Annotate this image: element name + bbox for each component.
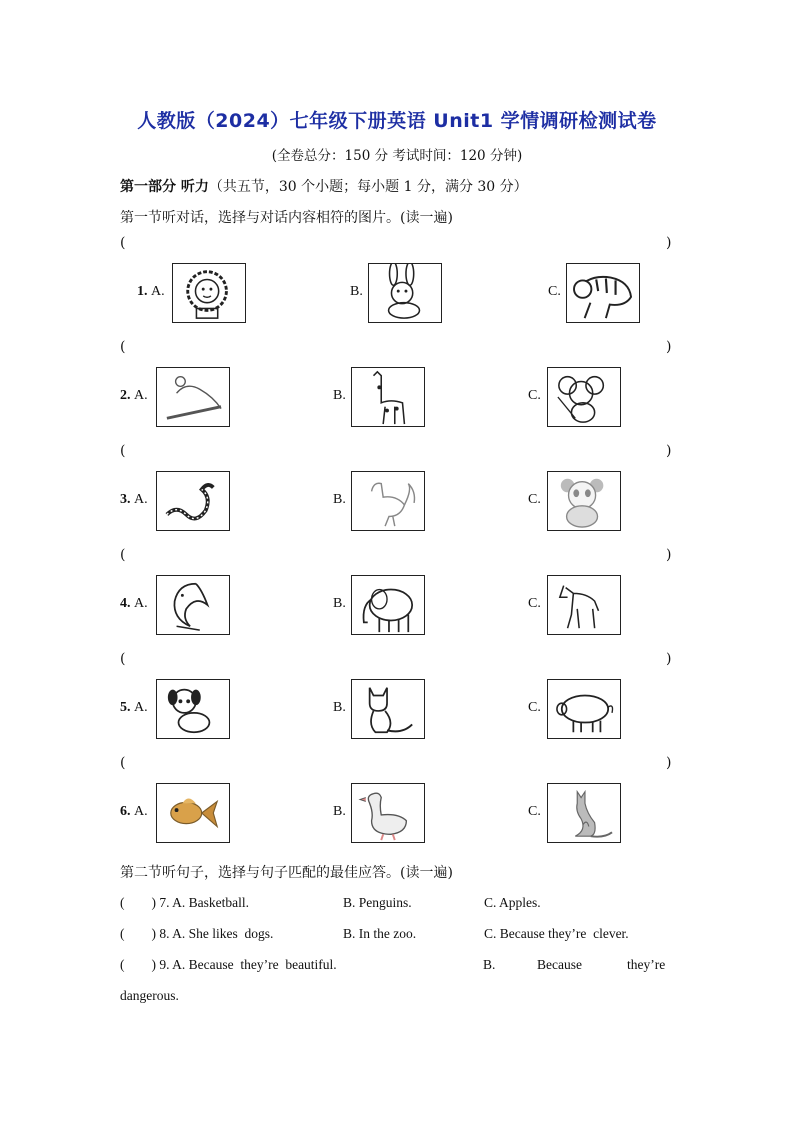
option-label: C. (548, 284, 561, 299)
option-label: B. (333, 804, 346, 819)
kangaroo-picture[interactable] (547, 783, 621, 843)
option-label (137, 284, 165, 300)
goose-icon (352, 784, 424, 842)
question-9-lead: ( ) 9. A. Because they’re beautiful. (120, 957, 337, 972)
answer-paren-open: ( (120, 547, 126, 563)
option-label: B. (333, 596, 346, 611)
option-letter: A. (134, 804, 148, 819)
rabbit-icon (369, 264, 441, 322)
option-label: C. (528, 700, 541, 715)
option-label: C. (528, 804, 541, 819)
giraffe-picture[interactable] (351, 367, 425, 427)
option-label (120, 388, 148, 404)
kangaroo-icon (548, 784, 620, 842)
question-9-option-b-label: B. (483, 957, 496, 972)
question-number: 1. (137, 284, 151, 299)
answer-paren-close: ) (666, 547, 672, 563)
question-number: 2. (120, 388, 134, 403)
question-number: 5. (120, 700, 134, 715)
option-letter: A. (134, 700, 148, 715)
option-label (120, 492, 148, 508)
pig-icon (548, 680, 620, 738)
goldfish-icon (157, 784, 229, 842)
answer-paren-open: ( (120, 339, 126, 355)
panda-picture[interactable] (547, 471, 621, 531)
option-label: B. (350, 284, 363, 299)
snake-picture[interactable] (156, 471, 230, 531)
option-label (120, 596, 148, 612)
koala-picture[interactable] (547, 367, 621, 427)
bird-icon (157, 368, 229, 426)
option-letter: A. (134, 388, 148, 403)
horse-icon (548, 576, 620, 634)
option-label: B. (333, 700, 346, 715)
dog-icon (157, 680, 229, 738)
horse-picture[interactable] (547, 575, 621, 635)
snake-icon (157, 472, 229, 530)
question-number: 6. (120, 804, 134, 819)
answer-paren-close: ) (666, 755, 672, 771)
question-number: 4. (120, 596, 134, 611)
answer-paren-open: ( (120, 651, 126, 667)
goose-picture[interactable] (351, 783, 425, 843)
part1-heading-bold: 第一部分 听力 (120, 179, 209, 195)
option-label: B. (333, 492, 346, 507)
answer-paren-close: ) (666, 235, 672, 251)
question-9 (120, 957, 337, 973)
question-8 (120, 926, 273, 942)
answer-paren-open: ( (120, 443, 126, 459)
question-7-option-b: B. Penguins. (343, 895, 412, 910)
dog-picture[interactable] (156, 679, 230, 739)
question-8-option-b: B. In the zoo. (343, 926, 417, 941)
koala-icon (548, 368, 620, 426)
part1-heading (120, 176, 528, 196)
option-label: C. (528, 492, 541, 507)
option-label (120, 700, 148, 716)
answer-paren-open: ( (120, 235, 126, 251)
page-subtitle: (全卷总分：150 分 考试时间：120 分钟) (271, 148, 523, 164)
question-9-continuation: dangerous. (120, 988, 179, 1003)
cat-picture[interactable] (351, 679, 425, 739)
question-7-option-c: C. Apples. (484, 895, 541, 910)
question-7-lead: ( ) 7. A. Basketball. (120, 895, 249, 910)
rooster-icon (352, 472, 424, 530)
answer-paren-open: ( (120, 755, 126, 771)
question-7 (120, 895, 249, 911)
pig-picture[interactable] (547, 679, 621, 739)
answer-paren-close: ) (666, 651, 672, 667)
page-title: 人教版（2024）七年级下册英语 Unit1 学情调研检测试卷 (137, 110, 657, 132)
cat-icon (352, 680, 424, 738)
option-label: C. (528, 596, 541, 611)
bird-picture[interactable] (156, 367, 230, 427)
option-label: C. (528, 388, 541, 403)
goldfish-picture[interactable] (156, 783, 230, 843)
elephant-picture[interactable] (351, 575, 425, 635)
question-8-option-c: C. Because they’re clever. (484, 926, 629, 941)
elephant-icon (352, 576, 424, 634)
tiger-picture[interactable] (566, 263, 640, 323)
option-label (120, 804, 148, 820)
panda-icon (548, 472, 620, 530)
question-9-option-b-word1: Because (537, 957, 582, 972)
question-9-option-b-word2: they’re (627, 957, 666, 972)
answer-paren-close: ) (666, 443, 672, 459)
tiger-icon (567, 264, 639, 322)
dolphin-icon (157, 576, 229, 634)
dolphin-picture[interactable] (156, 575, 230, 635)
part1-heading-rest: （共五节，30 个小题；每小题 1 分，满分 30 分） (208, 179, 528, 195)
option-letter: A. (151, 284, 165, 299)
lion-picture[interactable] (172, 263, 246, 323)
question-number: 3. (120, 492, 134, 507)
rooster-picture[interactable] (351, 471, 425, 531)
option-letter: A. (134, 596, 148, 611)
lion-icon (173, 264, 245, 322)
rabbit-picture[interactable] (368, 263, 442, 323)
section1-instruction: 第一节听对话，选择与对话内容相符的图片。(读一遍) (120, 210, 453, 226)
option-letter: A. (134, 492, 148, 507)
giraffe-icon (352, 368, 424, 426)
section2-instruction: 第二节听句子，选择与句子匹配的最佳应答。(读一遍) (120, 865, 453, 881)
answer-paren-close: ) (666, 339, 672, 355)
question-8-lead: ( ) 8. A. She likes dogs. (120, 926, 274, 941)
option-label: B. (333, 388, 346, 403)
